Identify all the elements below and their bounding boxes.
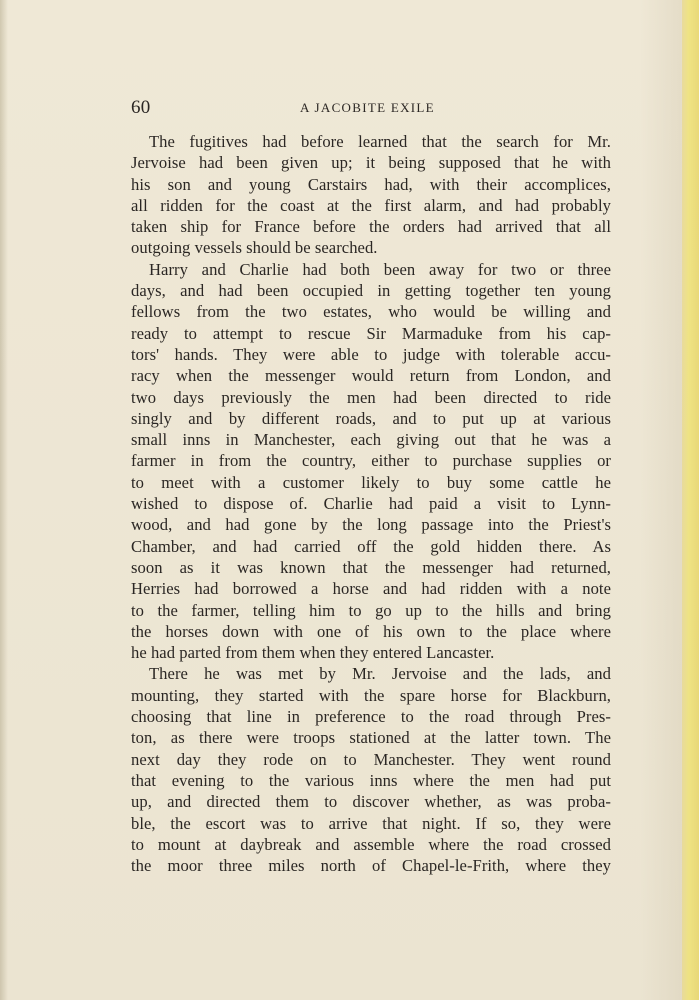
text-line: soon as it was known that the messenger had returned, [131, 557, 611, 577]
text-line: to mount at daybreak and assemble where the road crossed [131, 834, 611, 854]
body-text [131, 131, 611, 876]
text-line: the horses down with one of his own to the place where [131, 621, 611, 641]
text-line: choosing that line in preference to the road through Pres- [131, 707, 611, 727]
text-line: he had parted from them when they entered Lancaster. [131, 643, 495, 663]
page-edge-yellow-strip [682, 0, 699, 1000]
text-line: two days previously the men had been directed to ride [131, 387, 611, 407]
text-line: taken ship for France before the orders had arrived that all [131, 217, 611, 237]
text-line: tors' hands. They were able to judge with tolerable accu- [131, 344, 611, 364]
text-line: There he was met by Mr. Jervoise and the lads, and [149, 664, 611, 684]
text-line: singly and by different roads, and to put up at various [131, 408, 611, 428]
text-line: Harry and Charlie had both been away for two or three [149, 259, 611, 279]
text-line: Jervoise had been given up; it being supposed that he with [131, 153, 611, 173]
text-line: his son and young Carstairs had, with their accomplices, [131, 174, 611, 194]
text-line: to meet with a customer likely to buy some cattle he [131, 472, 611, 492]
text-line: Herries had borrowed a horse and had ridden with a note [131, 579, 611, 599]
page-number: 60 [131, 97, 151, 118]
text-line: Chamber, and had carried off the gold hidden there. As [131, 536, 611, 556]
text-line: all ridden for the coast at the first alarm, and had probably [131, 195, 611, 215]
text-line: up, and directed them to discover whether, as was proba- [131, 792, 611, 812]
text-line: outgoing vessels should be searched. [131, 238, 378, 258]
text-line: racy when the messenger would return from London, and [131, 366, 611, 386]
text-line: ton, as there were troops stationed at the latter town. The [131, 728, 611, 748]
text-line: wood, and had gone by the long passage into the Priest's [131, 515, 611, 535]
text-line: farmer in from the country, either to purchase supplies or [131, 451, 611, 471]
text-line: ready to attempt to rescue Sir Marmaduke from his cap- [131, 323, 611, 343]
text-line: the moor three miles north of Chapel-le-Frith, where they [131, 856, 611, 876]
text-line: next day they rode on to Manchester. They went round [131, 749, 611, 769]
text-line: mounting, they started with the spare horse for Blackburn, [131, 685, 611, 705]
page-gutter-shadow [0, 0, 8, 1000]
text-line: to the farmer, telling him to go up to the hills and bring [131, 600, 611, 620]
page-header [131, 97, 611, 119]
text-line: wished to dispose of. Charlie had paid a visit to Lynn- [131, 494, 611, 514]
text-line: ble, the escort was to arrive that night. If so, they were [131, 813, 611, 833]
text-line: fellows from the two estates, who would be willing and [131, 302, 611, 322]
text-line: days, and had been occupied in getting together ten young [131, 281, 611, 301]
text-line: that evening to the various inns where the men had put [131, 770, 611, 790]
text-line: small inns in Manchester, each giving out that he was a [131, 430, 611, 450]
running-title: A JACOBITE EXILE [300, 100, 435, 115]
text-line: The fugitives had before learned that the search for Mr. [149, 132, 611, 151]
